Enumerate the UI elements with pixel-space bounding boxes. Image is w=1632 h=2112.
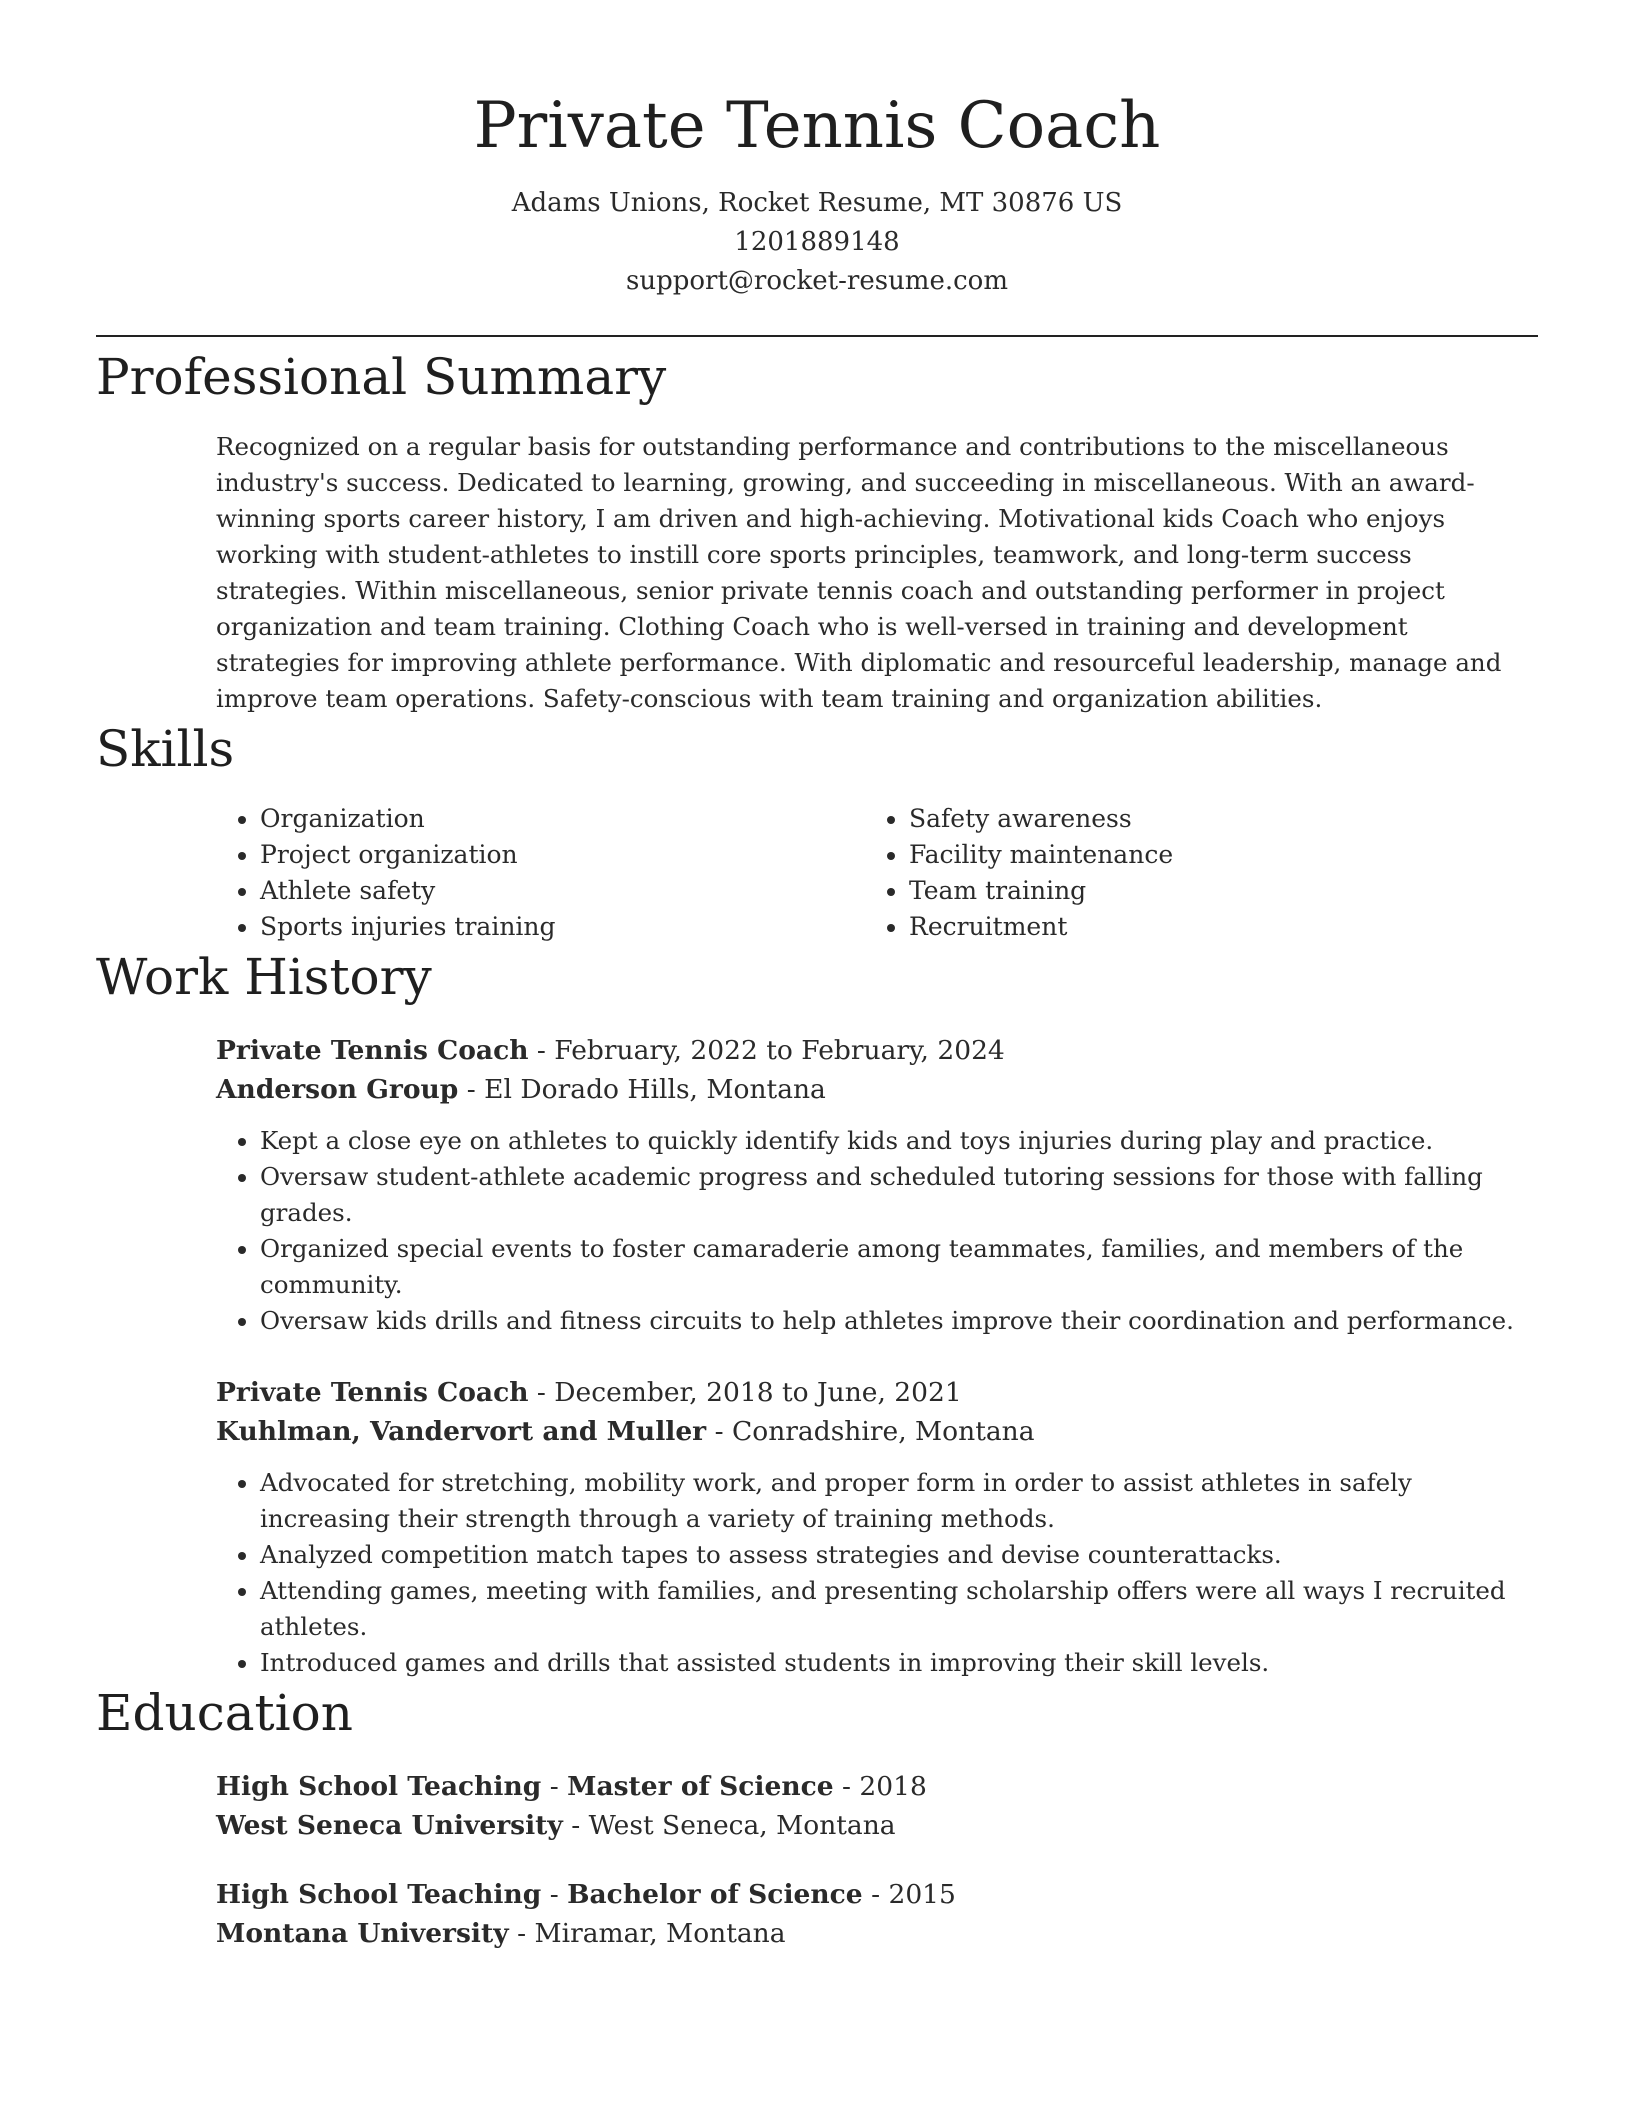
separator: -	[528, 1035, 555, 1066]
separator: -	[562, 1810, 589, 1841]
degree-name: Master of Science	[567, 1771, 834, 1802]
job-entry	[216, 1373, 1538, 1681]
header-divider	[96, 335, 1538, 337]
skills-list	[216, 801, 1538, 945]
job-company: Anderson Group	[216, 1074, 459, 1105]
job-location: Conradshire, Montana	[731, 1416, 1035, 1447]
skill-item: • Project organization	[260, 837, 865, 873]
skills-column-right	[865, 801, 1509, 945]
skills-heading: Skills	[96, 720, 235, 778]
skill-item: • Recruitment	[909, 909, 1509, 945]
degree-year: 2018	[859, 1771, 927, 1802]
job-bullet: • Analyzed competition match tapes to assess strategies and devise counterattacks.	[260, 1537, 1538, 1573]
job-role-line	[216, 1031, 1538, 1070]
skills-column-left	[216, 801, 865, 945]
skill-item: • Safety awareness	[909, 801, 1509, 837]
job-role: Private Tennis Coach	[216, 1035, 529, 1066]
separator: -	[541, 1771, 568, 1802]
job-role: Private Tennis Coach	[216, 1377, 529, 1408]
school-name: Montana University	[216, 1918, 509, 1949]
separator: -	[458, 1074, 485, 1105]
job-company-line	[216, 1070, 1538, 1109]
resume-header	[96, 0, 1538, 301]
education-entry	[216, 1767, 1538, 1845]
separator: -	[541, 1879, 568, 1910]
phone: 1201889148	[734, 227, 900, 257]
school-name: West Seneca University	[216, 1810, 563, 1841]
school-line	[216, 1914, 1538, 1953]
address: Adams Unions, Rocket Resume, MT 30876 US	[511, 188, 1123, 218]
school-location: West Seneca, Montana	[588, 1810, 896, 1841]
skill-item: • Sports injuries training	[260, 909, 865, 945]
separator: -	[862, 1879, 889, 1910]
degree-name: Bachelor of Science	[567, 1879, 863, 1910]
skill-item: • Athlete safety	[260, 873, 865, 909]
job-bullet: • Attending games, meeting with families, and presenting scholarship offers were all ways I recruited athletes.	[260, 1573, 1538, 1645]
degree-line	[216, 1767, 1538, 1806]
degree-year: 2015	[888, 1879, 956, 1910]
job-bullet: • Organized special events to foster camaraderie among teammates, families, and members of the community.	[260, 1231, 1538, 1303]
skill-item: • Team training	[909, 873, 1509, 909]
job-company-line	[216, 1412, 1538, 1451]
contact-block	[96, 184, 1538, 301]
separator: -	[706, 1416, 732, 1447]
job-bullet: • Oversaw student-athlete academic progress and scheduled tutoring sessions for those with falling grades.	[260, 1159, 1538, 1231]
skill-item: • Organization	[260, 801, 865, 837]
job-bullet: • Introduced games and drills that assisted students in improving their skill levels.	[260, 1645, 1538, 1681]
job-bullet: • Oversaw kids drills and fitness circuits to help athletes improve their coordination and performance.	[260, 1303, 1538, 1339]
candidate-title: Private Tennis Coach	[473, 89, 1161, 163]
education-heading: Education	[96, 1684, 353, 1742]
job-dates: December, 2018 to June, 2021	[554, 1377, 962, 1408]
summary-heading: Professional Summary	[96, 348, 667, 406]
resume-page	[96, 0, 1538, 1953]
skill-item: • Facility maintenance	[909, 837, 1509, 873]
school-line	[216, 1806, 1538, 1845]
separator: -	[833, 1771, 860, 1802]
job-bullets	[216, 1123, 1538, 1339]
job-bullet: • Advocated for stretching, mobility work, and proper form in order to assist athletes in safely increasing their strength through a variety of training methods.	[260, 1465, 1538, 1537]
job-bullets	[216, 1465, 1538, 1681]
degree-line	[216, 1875, 1538, 1914]
job-location: El Dorado Hills, Montana	[484, 1074, 826, 1105]
school-location: Miramar, Montana	[534, 1918, 786, 1949]
job-dates: February, 2022 to February, 2024	[554, 1035, 1005, 1066]
separator: -	[508, 1918, 535, 1949]
email: support@rocket-resume.com	[625, 266, 1008, 296]
job-entry	[216, 1031, 1538, 1339]
job-company: Kuhlman, Vandervort and Muller	[216, 1416, 707, 1447]
degree-field: High School Teaching	[216, 1879, 542, 1910]
summary-text: Recognized on a regular basis for outstanding performance and contributions to the miscellaneous industry's success. Dedicated to learning, growing, and succeeding in miscellaneous. With an award-winning sports career history, I am driven and high-achieving. Motivational kids Coach who enjoys working with student-athletes to instill core sports principles, teamwork, and long-term success strategies. Within miscellaneous, senior private tennis coach and outstanding performer in project organization and team training. Clothing Coach who is well-versed in training and development strategies for improving athlete performance. With diplomatic and resourceful leadership, manage and improve team operations. Safety-conscious with team training and organization abilities.	[216, 432, 1502, 713]
degree-field: High School Teaching	[216, 1771, 542, 1802]
job-role-line	[216, 1373, 1538, 1412]
separator: -	[528, 1377, 555, 1408]
job-bullet: • Kept a close eye on athletes to quickly identify kids and toys injuries during play and practice.	[260, 1123, 1538, 1159]
education-entry	[216, 1875, 1538, 1953]
work-history-heading: Work History	[96, 948, 432, 1006]
